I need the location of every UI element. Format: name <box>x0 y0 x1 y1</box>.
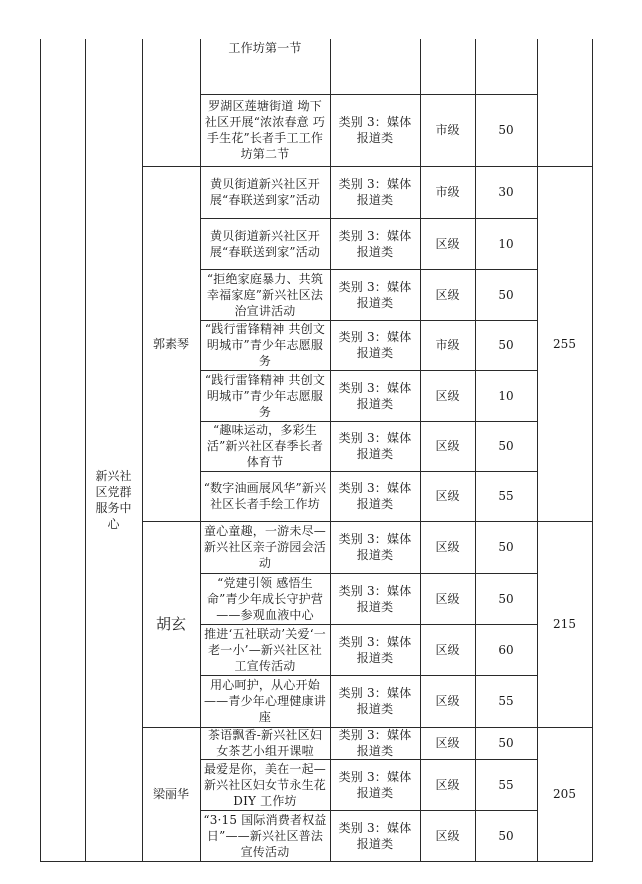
score-cell <box>475 166 537 218</box>
score-cell <box>475 39 537 94</box>
category-cell <box>330 269 420 320</box>
category-cell <box>330 675 420 727</box>
level-cell-text: 区级 <box>435 540 460 554</box>
level-cell-text: 区级 <box>435 591 460 606</box>
level-cell <box>420 218 475 269</box>
level-cell-text: 区级 <box>435 489 460 503</box>
level-cell <box>420 320 475 370</box>
category-cell-text: 类别 3：媒体报道类 <box>338 728 412 758</box>
level-cell <box>420 675 475 727</box>
level-cell <box>420 166 475 218</box>
activity-cell <box>200 94 330 166</box>
score-cell <box>475 624 537 675</box>
person-name-text: 胡玄 <box>155 615 186 633</box>
activity-cell <box>200 269 330 320</box>
activity-cell-text: “践行雷锋精神 共创文明城市”青少年志愿服务 <box>204 322 326 368</box>
category-cell-text: 类别 3：媒体报道类 <box>338 481 412 511</box>
activity-cell-text: 茶语飘香-新兴社区妇女茶艺小组开课啦 <box>207 728 323 758</box>
score-cell <box>475 370 537 421</box>
level-cell-text: 区级 <box>435 287 460 302</box>
score-cell <box>475 94 537 166</box>
category-cell-text: 类别 3：媒体报道类 <box>338 532 412 562</box>
category-cell <box>330 370 420 421</box>
category-cell-text: 类别 3：媒体报道类 <box>338 279 412 310</box>
level-cell <box>420 269 475 320</box>
category-cell <box>330 759 420 810</box>
category-cell-text: 类别 3：媒体报道类 <box>338 769 412 800</box>
level-cell <box>420 727 475 759</box>
category-cell <box>330 810 420 861</box>
score-cell-text: 55 <box>498 777 514 792</box>
activity-cell <box>200 727 330 759</box>
score-cell-text: 30 <box>498 185 514 199</box>
score-cell-text: 50 <box>498 540 514 554</box>
activity-cell-text: “拒绝家庭暴力、共筑幸福家庭”新兴社区法治宣讲活动 <box>206 271 324 318</box>
activity-cell-text: 工作坊第一节 <box>228 41 302 55</box>
activity-cell <box>200 166 330 218</box>
category-cell-text: 类别 3：媒体报道类 <box>338 228 412 259</box>
activity-cell-text: “3·15 国际消费者权益日”——新兴社区普法宣传活动 <box>203 812 327 859</box>
category-cell-text: 类别 3：媒体报道类 <box>338 686 412 716</box>
category-cell-text: 类别 3：媒体报道类 <box>338 431 412 461</box>
score-cell-text: 50 <box>498 591 514 606</box>
activity-cell <box>200 320 330 370</box>
activity-cell-text: 童心童趣，一游未尽—新兴社区亲子游园会活动 <box>203 524 326 570</box>
activity-cell <box>200 675 330 727</box>
level-cell <box>420 370 475 421</box>
table-rule <box>592 39 593 861</box>
level-cell <box>420 421 475 471</box>
total-score-text: 215 <box>553 617 576 631</box>
level-cell-text: 市级 <box>435 185 460 199</box>
level-cell-text: 市级 <box>435 123 460 137</box>
level-cell-text: 区级 <box>435 694 460 708</box>
level-cell-text: 区级 <box>435 777 460 792</box>
activity-cell-text: “践行雷锋精神 共创文明城市”青少年志愿服务 <box>204 372 326 419</box>
activity-cell-text: 用心呵护，从心开始——青少年心理健康讲座 <box>203 678 326 724</box>
category-cell <box>330 471 420 521</box>
score-cell <box>475 727 537 759</box>
person-name <box>142 521 200 727</box>
level-cell-text: 市级 <box>435 338 460 352</box>
score-cell <box>475 269 537 320</box>
level-cell-text: 区级 <box>435 736 460 750</box>
activity-cell <box>200 421 330 471</box>
activity-cell-text: 黄贝街道新兴社区开展“春联送到家”活动 <box>209 177 321 207</box>
level-cell <box>420 471 475 521</box>
person-name <box>142 39 200 166</box>
category-cell-text: 类别 3：媒体报道类 <box>338 177 412 207</box>
category-cell <box>330 727 420 759</box>
unit-name <box>85 455 142 545</box>
category-cell-text: 类别 3：媒体报道类 <box>338 583 412 614</box>
activity-cell <box>200 624 330 675</box>
table-rule <box>40 861 593 862</box>
total-score <box>537 166 592 521</box>
level-cell-text: 区级 <box>435 439 460 453</box>
score-cell-text: 50 <box>498 338 514 352</box>
category-cell-text: 类别 3：媒体报道类 <box>338 330 412 360</box>
score-cell <box>475 521 537 573</box>
category-cell <box>330 94 420 166</box>
total-score <box>537 727 592 861</box>
category-cell-text: 类别 3：媒体报道类 <box>338 820 412 851</box>
category-cell <box>330 218 420 269</box>
total-score <box>537 521 592 727</box>
level-cell-text: 区级 <box>435 388 460 403</box>
level-cell <box>420 759 475 810</box>
score-cell-text: 55 <box>498 694 514 708</box>
total-score <box>537 39 592 166</box>
category-cell <box>330 573 420 624</box>
person-name <box>142 166 200 521</box>
category-cell <box>330 521 420 573</box>
level-cell-text: 区级 <box>435 236 460 251</box>
score-cell <box>475 320 537 370</box>
category-cell <box>330 421 420 471</box>
person-name <box>142 727 200 861</box>
person-name-text: 梁丽华 <box>152 787 189 801</box>
score-cell <box>475 421 537 471</box>
category-cell <box>330 320 420 370</box>
person-name-text: 郭素琴 <box>152 336 189 351</box>
score-cell-text: 50 <box>498 439 514 453</box>
activity-cell-text: “数字油画展风华”新兴社区长者手绘工作坊 <box>203 481 327 511</box>
category-cell-text: 类别 3：媒体报道类 <box>338 380 412 411</box>
level-cell <box>420 810 475 861</box>
activity-cell-text: 最爱是你，美在一起—新兴社区妇女节永生花 DIY 工作坊 <box>203 761 326 808</box>
score-cell <box>475 573 537 624</box>
activity-cell <box>200 521 330 573</box>
level-cell-text: 区级 <box>435 642 460 657</box>
activity-cell <box>200 759 330 810</box>
activity-cell-text: 推进‘五社联动’关爱‘一老一小’—新兴社区社工宣传活动 <box>204 626 326 673</box>
score-cell-text: 50 <box>498 828 514 843</box>
score-cell-text: 50 <box>498 123 514 137</box>
unit-name-text: 新兴社区党群服务中心 <box>95 469 132 531</box>
total-score-text: 255 <box>553 336 576 351</box>
category-cell <box>330 166 420 218</box>
score-cell-text: 10 <box>498 236 514 251</box>
category-cell <box>330 624 420 675</box>
score-cell <box>475 218 537 269</box>
table-rule <box>85 39 86 861</box>
activity-cell <box>200 39 330 94</box>
activity-cell <box>200 810 330 861</box>
score-cell-text: 55 <box>498 489 514 503</box>
activity-cell-text: 罗湖区莲塘街道 坳下社区开展“浓浓春意 巧手生花”长者手工工作坊第二节 <box>204 99 326 161</box>
level-cell <box>420 39 475 94</box>
score-cell-text: 50 <box>498 736 514 750</box>
score-cell <box>475 759 537 810</box>
activity-cell-text: 黄贝街道新兴社区开展“春联送到家”活动 <box>209 228 321 259</box>
activity-cell <box>200 573 330 624</box>
level-cell <box>420 624 475 675</box>
level-cell <box>420 573 475 624</box>
category-cell-text: 类别 3：媒体报道类 <box>338 115 412 145</box>
score-cell <box>475 675 537 727</box>
score-cell-text: 50 <box>498 287 514 302</box>
category-cell-text: 类别 3：媒体报道类 <box>338 634 412 665</box>
activity-cell <box>200 218 330 269</box>
category-cell <box>330 39 420 94</box>
activity-cell-text: “党建引领 感悟生命”青少年成长守护营——参观血液中心 <box>206 575 324 622</box>
activity-cell <box>200 370 330 421</box>
activity-cell <box>200 471 330 521</box>
score-cell-text: 60 <box>498 642 514 657</box>
score-cell <box>475 471 537 521</box>
table-rule <box>40 39 41 861</box>
score-cell <box>475 810 537 861</box>
level-cell <box>420 521 475 573</box>
total-score-text: 205 <box>553 787 576 801</box>
level-cell-text: 区级 <box>435 828 460 843</box>
score-cell-text: 10 <box>498 388 514 403</box>
level-cell <box>420 94 475 166</box>
activity-cell-text: “趣味运动，多彩生活”新兴社区春季长者体育节 <box>206 423 324 469</box>
table-rule <box>200 94 537 95</box>
